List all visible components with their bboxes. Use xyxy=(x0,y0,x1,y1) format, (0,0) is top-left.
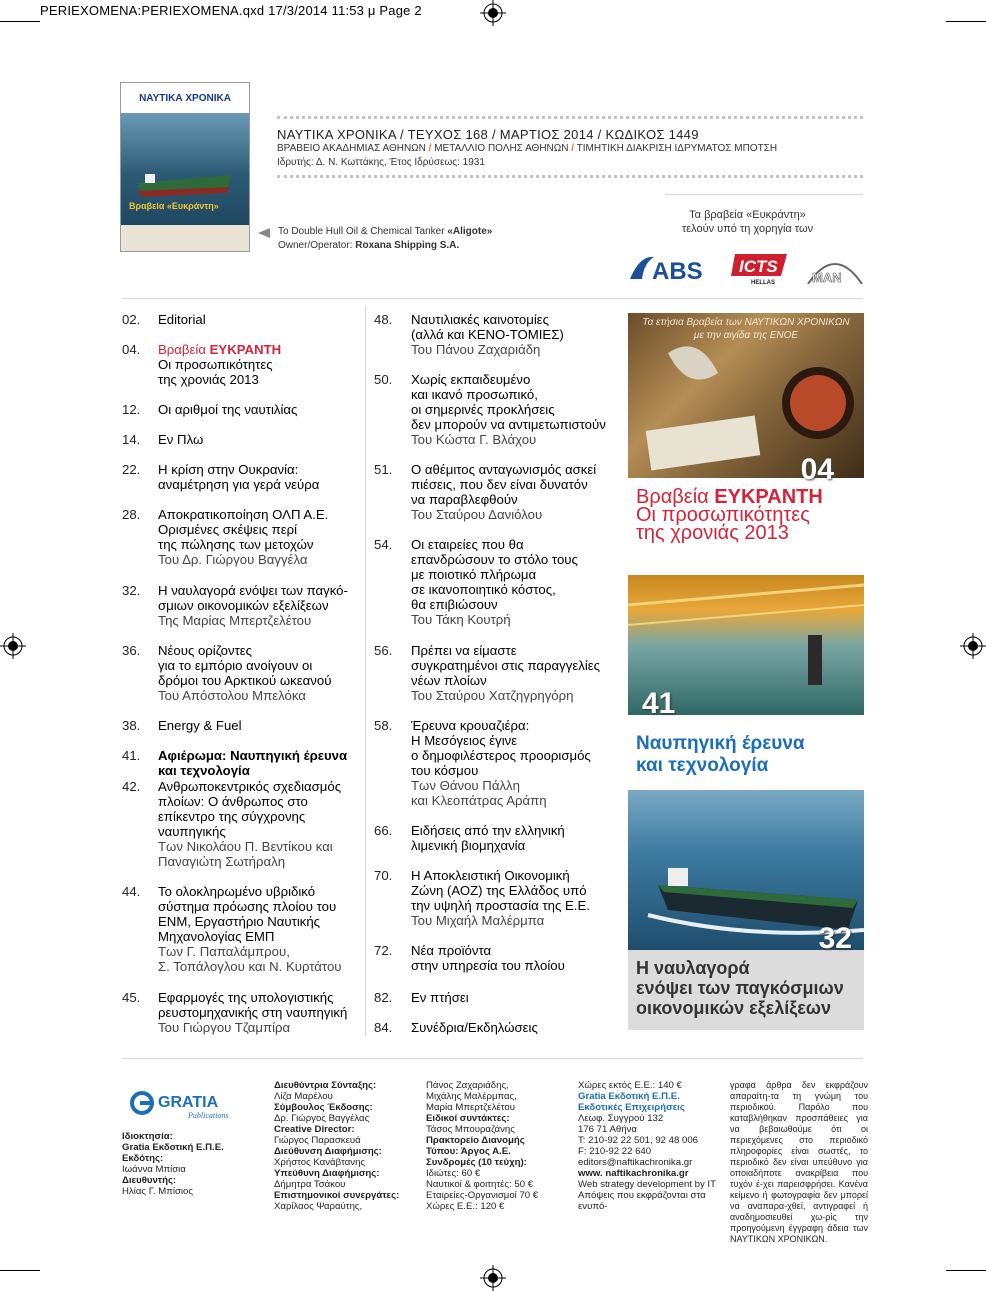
toc-page-number: 50. xyxy=(374,372,393,387)
imprint-line: Μιχάλης Μαλέρμπας, xyxy=(426,1091,517,1102)
imprint-contact xyxy=(578,1080,723,1212)
toc-title-line: Η Μεσόγειος έγινε xyxy=(411,733,518,748)
imprint-line: Ηλίας Γ. Μπίσιος xyxy=(122,1186,194,1197)
arrow-left-icon xyxy=(258,228,270,238)
sponsor-line1: Τα βραβεία «Ευκράντη» xyxy=(689,209,806,221)
file-slug-text: PERIEXOMENA:PERIEXOMENA.qxd 17/3/2014 11:53 μ Page 2 xyxy=(40,3,422,18)
cover-masthead xyxy=(121,83,249,113)
toc-title-line: Ζώνη (ΑΟΖ) της Ελλάδος υπό xyxy=(411,883,587,898)
toc-entry[interactable] xyxy=(374,537,609,627)
toc-entry[interactable] xyxy=(122,884,357,974)
toc-author: Των Νικολάου Π. Βεντίκου και xyxy=(158,839,333,854)
toc-entry-body xyxy=(158,312,357,327)
toc-title-line: να παραβλεφθούν xyxy=(411,492,518,507)
abs-logo-icon xyxy=(628,253,714,283)
toc-title-line: και ικανό προσωπικό, xyxy=(411,387,538,402)
research-page-num: 41 xyxy=(642,687,676,720)
toc-title-line: Αποκρατικοποίηση ΟΛΠ Α.Ε. xyxy=(158,507,329,522)
toc-page-number: 41. xyxy=(122,748,141,763)
toc-title-line: οι σημερινές προκλήσεις xyxy=(411,402,555,417)
toc-entry-body xyxy=(411,312,609,357)
imprint-line: Μαρία Μπερτζελέτου xyxy=(426,1102,516,1113)
caption-ship: «Aligote» xyxy=(447,226,493,237)
toc-title-line: Αφιέρωμα: Ναυπηγική έρευνα xyxy=(158,748,348,763)
imprint-line: Απόψεις που εκφράζονται στα ενυπό- xyxy=(578,1190,706,1212)
imprint-subscriptions xyxy=(426,1080,566,1212)
registration-mark-icon xyxy=(480,1265,506,1291)
toc-title-line: (αλλά και ΚΕΝΟ-ΤΟΜΙΕΣ) xyxy=(411,327,564,342)
toc-title-line: επίκεντρο της σύγχρονης xyxy=(158,809,306,824)
toc-author: Παναγιώτη Σωτήραλη xyxy=(158,854,286,869)
toc-title-line: Εν Πλω xyxy=(158,432,204,447)
toc-title-line: Energy & Fuel xyxy=(158,718,242,733)
toc-entry-body xyxy=(158,507,357,567)
imprint-line: editors@naftikachronika.gr xyxy=(578,1157,693,1168)
toc-page-number: 32. xyxy=(122,583,141,598)
imprint-line: Χρήστος Κανάβτανης xyxy=(274,1157,366,1168)
toc-entry-body xyxy=(411,1020,609,1035)
toc-author: Του Απόστολου Μπελόκα xyxy=(158,688,306,703)
toc-entry[interactable] xyxy=(122,507,357,567)
awards-title-2: Οι προσωπικότητες xyxy=(636,504,810,526)
crop-mark xyxy=(0,21,40,22)
dotted-rule xyxy=(277,175,863,178)
imprint-line: Ναυτικοί & φοιτητές: 50 € xyxy=(426,1179,534,1190)
toc-title-line: και τεχνολογία xyxy=(158,763,250,778)
toc-title-line: ρευστομηχανικής στη ναυπηγική xyxy=(158,1005,348,1020)
toc-title-line: της πώλησης των μετοχών xyxy=(158,537,314,552)
toc-title-line: σε ικανοποιητικό κόστος, xyxy=(411,582,556,597)
column-divider xyxy=(365,306,366,1036)
imprint-line: Εκδότης: xyxy=(122,1153,164,1164)
award-2: ΜΕΤΑΛΛΙΟ ΠΟΛΗΣ ΑΘΗΝΩΝ xyxy=(434,143,569,154)
imprint-line: Εταιρείες-Οργανισμοί 70 € xyxy=(426,1190,539,1201)
imprint-line: Δήμητρα Τσάκου xyxy=(274,1179,346,1190)
toc-title-line: Συνέδρια/Εκδηλώσεις xyxy=(411,1020,538,1035)
cover-caption-line2 xyxy=(278,240,459,251)
toc-entry[interactable] xyxy=(122,342,357,387)
toc-page-number: 51. xyxy=(374,462,393,477)
imprint-line: Λίζα Μαρέλου xyxy=(274,1091,333,1102)
toc-title-line: Ειδήσεις από την ελληνική xyxy=(411,823,565,838)
imprint-line: Χώρες εκτός Ε.Ε.: 140 € xyxy=(578,1080,682,1091)
shipbuilding-title xyxy=(636,958,844,1018)
imprint-line: Επιστημονικοί συνεργάτες: xyxy=(274,1190,400,1201)
toc-author: Του Τάκη Κουτρή xyxy=(411,612,511,627)
toc-title-line: Οι προσωπικότητες xyxy=(158,357,273,372)
toc-entry-body xyxy=(158,583,357,628)
imprint-line: Ιδιώτες: 60 € xyxy=(426,1168,481,1179)
cover-thumbnail xyxy=(120,82,250,252)
imprint-line: Λεωφ. Συγγρού 132 xyxy=(578,1113,664,1124)
toc-page-number: 04. xyxy=(122,342,141,357)
awards-page-num: 04 xyxy=(800,453,834,486)
toc-entry-body xyxy=(158,643,357,703)
toc-entry[interactable] xyxy=(374,990,609,1005)
toc-title-line: συγκρατημένοι στις παραγγελίες xyxy=(411,658,600,673)
toc-author: Των Γ. Παπαλάμπρου, xyxy=(158,944,290,959)
toc-title-line: Πρέπει να είμαστε xyxy=(411,643,517,658)
toc-title-line: αναμέτρηση για γερά νεύρα xyxy=(158,477,320,492)
toc-page-number: 84. xyxy=(374,1020,393,1035)
toc-title-line: με ποιοτικό πλήρωμα xyxy=(411,567,537,582)
imprint-line: Ιωάννα Μπίσια xyxy=(122,1164,186,1175)
toc-title-line: Ναυτιλιακές καινοτομίες xyxy=(411,312,549,327)
shipbuilding-title-1: Η ναυλαγορά xyxy=(636,958,750,978)
toc-title-line: για το εμπόριο ανοίγουν οι xyxy=(158,658,313,673)
toc-title-line: δρόμοι του Αρκτικού ωκεανού xyxy=(158,673,332,688)
awards-title xyxy=(636,488,823,542)
awards-tag-1: Τα ετήσια Βραβεία των ΝΑΥΤΙΚΩΝ ΧΡΟΝΙΚΩΝ xyxy=(642,317,850,328)
issue-line: ΝΑΥΤΙΚΑ ΧΡΟΝΙΚΑ / ΤΕΥΧΟΣ 168 / ΜΑΡΤΙΟΣ 2014 / ΚΩΔΙΚΟΣ 1449 xyxy=(277,127,699,142)
shipbuilding-page-num: 32 xyxy=(818,922,852,955)
imprint-editorial xyxy=(274,1080,414,1212)
imprint-line: Τύπου: Άργος Α.Ε. xyxy=(426,1146,511,1157)
toc-page-number: 82. xyxy=(374,990,393,1005)
toc-title-line: Οι αριθμοί της ναυτιλίας xyxy=(158,402,298,417)
toc-entry-body xyxy=(158,884,357,974)
award-1: ΒΡΑΒΕΙΟ ΑΚΑΔΗΜΙΑΣ ΑΘΗΝΩΝ xyxy=(277,143,426,154)
imprint-line: Διευθυντής: xyxy=(122,1175,177,1186)
imprint-line: Δρ. Γιώργος Βαγγέλας xyxy=(274,1113,370,1124)
icts-logo-sub: HELLAS xyxy=(751,280,775,286)
toc-author: Του Σταύρου Χατζηγρηγόρη xyxy=(411,688,574,703)
toc-entry-body xyxy=(158,718,357,733)
toc-entry-body xyxy=(158,462,357,492)
sponsor-line2: τελούν υπό τη χορηγία των xyxy=(681,223,814,235)
toc-title-line: Editorial xyxy=(158,312,206,327)
cover-feature: Βραβεία «Ευκράντη» xyxy=(129,201,219,211)
feature-panel-awards[interactable] xyxy=(628,313,864,575)
toc-entry[interactable] xyxy=(374,312,609,357)
toc-title-line: της χρονιάς 2013 xyxy=(158,372,259,387)
toc-title-line: Εν πτήσει xyxy=(411,990,469,1005)
rule xyxy=(122,298,863,299)
man-logo-icon xyxy=(806,250,864,284)
imprint-line: Συνδρομές (10 τεύχη): xyxy=(426,1157,527,1168)
toc-page-number: 42. xyxy=(122,779,141,794)
toc-title-line: σύστημα πρόωσης πλοίου του xyxy=(158,899,337,914)
shipbuilding-title-3: οικονομικών εξελίξεων xyxy=(636,998,831,1018)
imprint-line: Υπεύθυνη Διαφήμισης: xyxy=(274,1168,380,1179)
research-title-2: και τεχνολογία xyxy=(636,755,769,776)
shipbuilding-title-2: ενόψει των παγκόσμιων xyxy=(636,978,844,998)
toc-entry[interactable] xyxy=(122,990,357,1035)
imprint-line: Πρακτορείο Διανομής xyxy=(426,1135,525,1146)
crop-mark xyxy=(946,1270,986,1271)
cover-caption-line1 xyxy=(278,226,492,237)
awards-line xyxy=(277,143,777,154)
registration-mark-icon xyxy=(960,633,986,659)
toc-entry[interactable] xyxy=(122,432,357,447)
toc-author: Του Κώστα Γ. Βλάχου xyxy=(411,432,537,447)
toc-entry[interactable] xyxy=(122,462,357,492)
imprint-line: Ειδικοί συντάκτες: xyxy=(426,1113,510,1124)
award-3: ΤΙΜΗΤΙΚΗ ΔΙΑΚΡΙΣΗ ΙΔΡΥΜΑΤΟΣ ΜΠΟΤΣΗ xyxy=(576,143,778,154)
awards-tag-2: με την αιγίδα της ΕΝΟΕ xyxy=(693,330,799,341)
toc-entry[interactable] xyxy=(374,372,609,447)
toc-title-line: δεν μπορούν να αντιμετωπιστούν xyxy=(411,417,606,432)
founder-line: Ιδρυτής: Δ. Ν. Κωττάκης, Έτος Ιδρύσεως: 1931 xyxy=(277,157,485,168)
toc-title-line: ο δημοφιλέστερος προορισμός xyxy=(411,748,591,763)
toc-title-line: ναυπηγικής xyxy=(158,824,226,839)
imprint-line: Εκδοτικές Επιχειρήσεις xyxy=(578,1102,685,1113)
caption-prefix: To Double Hull Oil & Chemical Tanker xyxy=(278,226,448,237)
imprint-line: Σύμβουλος Έκδοσης: xyxy=(274,1102,373,1113)
toc-author: και Κλεοπάτρας Αράπη xyxy=(411,793,547,808)
toc-entry[interactable] xyxy=(374,1020,609,1035)
toc-page-number: 12. xyxy=(122,402,141,417)
rule xyxy=(665,194,863,195)
toc-page-number: 54. xyxy=(374,537,393,552)
imprint-line: 176 71 Αθήνα xyxy=(578,1124,637,1135)
toc-title-line: λιμενική βιομηχανία xyxy=(411,838,526,853)
research-title xyxy=(636,733,805,777)
imprint-line: Πάνος Ζαχαριάδης, xyxy=(426,1080,509,1091)
toc-page-number: 56. xyxy=(374,643,393,658)
toc-entry[interactable] xyxy=(122,748,357,778)
feature-panel-research[interactable] xyxy=(628,575,864,790)
toc-author: Του Σταύρου Δανιόλου xyxy=(411,507,543,522)
toc-entry[interactable] xyxy=(374,643,609,703)
toc-entry-body xyxy=(411,643,609,703)
toc-page-number: 14. xyxy=(122,432,141,447)
toc-entry[interactable] xyxy=(374,462,609,522)
toc-entry-body xyxy=(158,342,357,387)
toc-page-number: 36. xyxy=(122,643,141,658)
gratia-logo-text: GRATIA xyxy=(158,1094,219,1111)
toc-author: Του Μιχαήλ Μαλέρμπα xyxy=(411,913,545,928)
separator: / xyxy=(428,143,432,154)
toc-entry-body xyxy=(158,779,357,869)
toc-entry[interactable] xyxy=(374,718,609,808)
toc-page-number: 38. xyxy=(122,718,141,733)
cover-footer xyxy=(121,225,249,251)
imprint-line: Χαρίλαος Ψαραύτης, xyxy=(274,1201,363,1212)
toc-author: Του Πάνου Ζαχαριάδη xyxy=(411,342,541,357)
toc-title-line: επανδρώσουν το στόλο τους xyxy=(411,552,578,567)
toc-page-number: 72. xyxy=(374,943,393,958)
toc-title-line: πιέσεις, που δεν είναι δυνατόν xyxy=(411,477,588,492)
imprint-line: Γιώργος Παρασκευά xyxy=(274,1135,361,1146)
toc-title-line: Εφαρμογές της υπολογιστικής xyxy=(158,990,334,1005)
toc-title-line: Η κρίση στην Ουκρανία: xyxy=(158,462,299,477)
separator: / xyxy=(571,143,575,154)
toc-page-number: 48. xyxy=(374,312,393,327)
toc-author: Του Δρ. Γιώργου Βαγγέλα xyxy=(158,552,308,567)
toc-title-line: Οι εταιρείες που θα xyxy=(411,537,524,552)
toc-entry-body xyxy=(411,718,609,808)
icts-logo-icon xyxy=(731,252,789,286)
imprint-line: T: 210-92 22 501, 92 48 006 xyxy=(578,1135,699,1146)
feature-panel-shipbuilding[interactable] xyxy=(628,790,864,1030)
imprint-line: F: 210-92 22 640 xyxy=(578,1146,652,1157)
toc-page-number: 22. xyxy=(122,462,141,477)
imprint-line: Web strategy development by IT xyxy=(578,1179,716,1190)
awards-title-a: Βραβεία xyxy=(636,486,715,508)
toc-title-line: Η Αποκλειστική Οικονομική xyxy=(411,868,570,883)
toc-title-line: Η ναυλαγορά ενόψει των παγκό- xyxy=(158,583,348,598)
toc-title-line: Ανθρωποκεντρικός σχεδιασμός xyxy=(158,779,342,794)
toc-entry[interactable] xyxy=(122,583,357,628)
toc-title-line: του κόσμου xyxy=(411,763,479,778)
imprint-line: Gratia Εκδοτική Ε.Π.Ε. xyxy=(122,1142,224,1153)
toc-page-number: 02. xyxy=(122,312,141,327)
man-logo-text: MAN xyxy=(812,270,842,284)
toc-author: Των Θάνου Πάλλη xyxy=(411,778,520,793)
toc-title-line: Μηχανολογίας ΕΜΠ xyxy=(158,929,275,944)
caption-owner-label: Owner/Operator: xyxy=(278,240,356,251)
toc-author: Σ. Τοπάλογλου και Ν. Κυρτάτου xyxy=(158,959,342,974)
toc-title-line: Ορισμένες σκέψεις περί xyxy=(158,522,298,537)
crop-mark xyxy=(946,21,986,22)
research-title-1: Ναυπηγική έρευνα xyxy=(636,733,805,754)
caption-owner: Roxana Shipping S.A. xyxy=(355,240,460,251)
toc-entry-body xyxy=(158,990,357,1035)
awards-title-3: της χρονιάς 2013 xyxy=(636,522,789,544)
toc-title-line: Το ολοκληρωμένο υβριδικό xyxy=(158,884,316,899)
imprint-line: Ιδιοκτησία: xyxy=(122,1131,173,1142)
toc-entry[interactable] xyxy=(374,943,609,973)
toc-title-line: ΕΝΜ, Εργαστήριο Ναυτικής xyxy=(158,914,321,929)
toc-page-number: 66. xyxy=(374,823,393,838)
toc-entry-body xyxy=(411,868,609,928)
toc-title-line: Νέα προϊόντα xyxy=(411,943,492,958)
toc-title-line: πλοίων: Ο άνθρωπος στο xyxy=(158,794,308,809)
toc-title-line: Βραβεία ΕΥΚΡΑΝΤΗ xyxy=(158,342,282,357)
rule xyxy=(122,1058,863,1059)
abs-logo-text: ABS xyxy=(652,258,703,283)
toc-title-line: στην υπηρεσία του πλοίου xyxy=(411,958,565,973)
toc-entry-body xyxy=(411,990,609,1005)
toc-title-line: σμιων οικονομικών εξελίξεων xyxy=(158,598,329,613)
dotted-rule xyxy=(277,116,863,119)
toc-title-line: νέων πλοίων xyxy=(411,673,487,688)
toc-author: Της Μαρίας Μπερτζελέτου xyxy=(158,613,312,628)
disclaimer: γραφα άρθρα δεν εκφράζουν απαραίτη-τα τη γνώμη του περιοδικού. Παρόλο που καταβλήθηκαν προσπάθειες για να βεβαιωθούμε ότι οι περιεχόμενες στο περιοδικό πληροφορίες είναι σωστές, το περιοδικό δεν είναι υπεύθυνο για οποιαδήποτε ανακρίβεια που τυχόν έ-χει παρεισφρήσει. Κανένα κείμενο ή φωτογραφία δεν μπορεί να αναπαρα-χθεί, αντιγραφεί ή αναδημοσιευθεί χω-ρίς την προηγούμενη έγγραφη άδεια των ΝΑΥΤΙΚΩΝ ΧΡΟΝΙΚΩΝ. xyxy=(730,1080,868,1244)
toc-entry-body xyxy=(158,402,357,417)
toc-title-line: Νέους ορίζοντες xyxy=(158,643,253,658)
gratia-logo-icon xyxy=(130,1087,240,1123)
imprint-line: www. naftikachronika.gr xyxy=(578,1168,689,1179)
imprint-line: Διεύθυνση Διαφήμισης: xyxy=(274,1146,382,1157)
toc-entry[interactable] xyxy=(122,312,357,327)
toc-title-line: θα επιβιώσουν xyxy=(411,597,498,612)
imprint-line: Τάσος Μπουραζάνης xyxy=(426,1124,515,1135)
icts-logo-text: ICTS xyxy=(739,257,778,276)
toc-title-line: Έρευνα κρουαζιέρα: xyxy=(411,718,530,733)
crop-mark xyxy=(0,1270,40,1271)
toc-title-line: την υψηλή προστασία της Ε.Ε. xyxy=(411,898,590,913)
imprint-line: Χώρες Ε.Ε.: 120 € xyxy=(426,1201,505,1212)
toc-entry[interactable] xyxy=(122,779,357,869)
registration-mark-icon xyxy=(480,0,506,26)
toc-author: Του Γιώργου Τζαμπίρα xyxy=(158,1020,291,1035)
toc-page-number: 58. xyxy=(374,718,393,733)
imprint-line: Creative Director: xyxy=(274,1124,355,1135)
toc-entry-body xyxy=(411,537,609,627)
toc-entry-body xyxy=(158,432,357,447)
tanker-ship-icon xyxy=(135,171,235,201)
imprint-line: Διευθύντρια Σύνταξης: xyxy=(274,1080,377,1091)
toc-entry[interactable] xyxy=(122,402,357,417)
toc-entry-body xyxy=(411,823,609,853)
toc-entry[interactable] xyxy=(122,718,357,733)
toc-page-number: 70. xyxy=(374,868,393,883)
toc-entry[interactable] xyxy=(122,643,357,703)
toc-title-line: Χωρίς εκπαιδευμένο xyxy=(411,372,531,387)
toc-entry-body xyxy=(158,748,357,778)
toc-entry-body xyxy=(411,462,609,522)
toc-entry[interactable] xyxy=(374,868,609,928)
gratia-logo-sub: Publications xyxy=(188,1111,229,1120)
toc-entry-body xyxy=(411,943,609,973)
cover-brand: ΝΑΥΤΙΚΑ ΧΡΟΝΙΚΑ xyxy=(139,92,231,104)
toc-entry[interactable] xyxy=(374,823,609,853)
toc-page-number: 45. xyxy=(122,990,141,1005)
toc-entry-body xyxy=(411,372,609,447)
registration-mark-icon xyxy=(0,633,26,659)
awards-title-b: ΕΥΚΡΑΝΤΗ xyxy=(714,486,823,508)
toc-page-number: 28. xyxy=(122,507,141,522)
toc-page-number: 44. xyxy=(122,884,141,899)
imprint-owner xyxy=(122,1131,262,1197)
imprint-line: Gratia Εκδοτική Ε.Π.Ε. xyxy=(578,1091,680,1102)
toc-title-line: Ο αθέμιτος ανταγωνισμός ασκεί xyxy=(411,462,597,477)
